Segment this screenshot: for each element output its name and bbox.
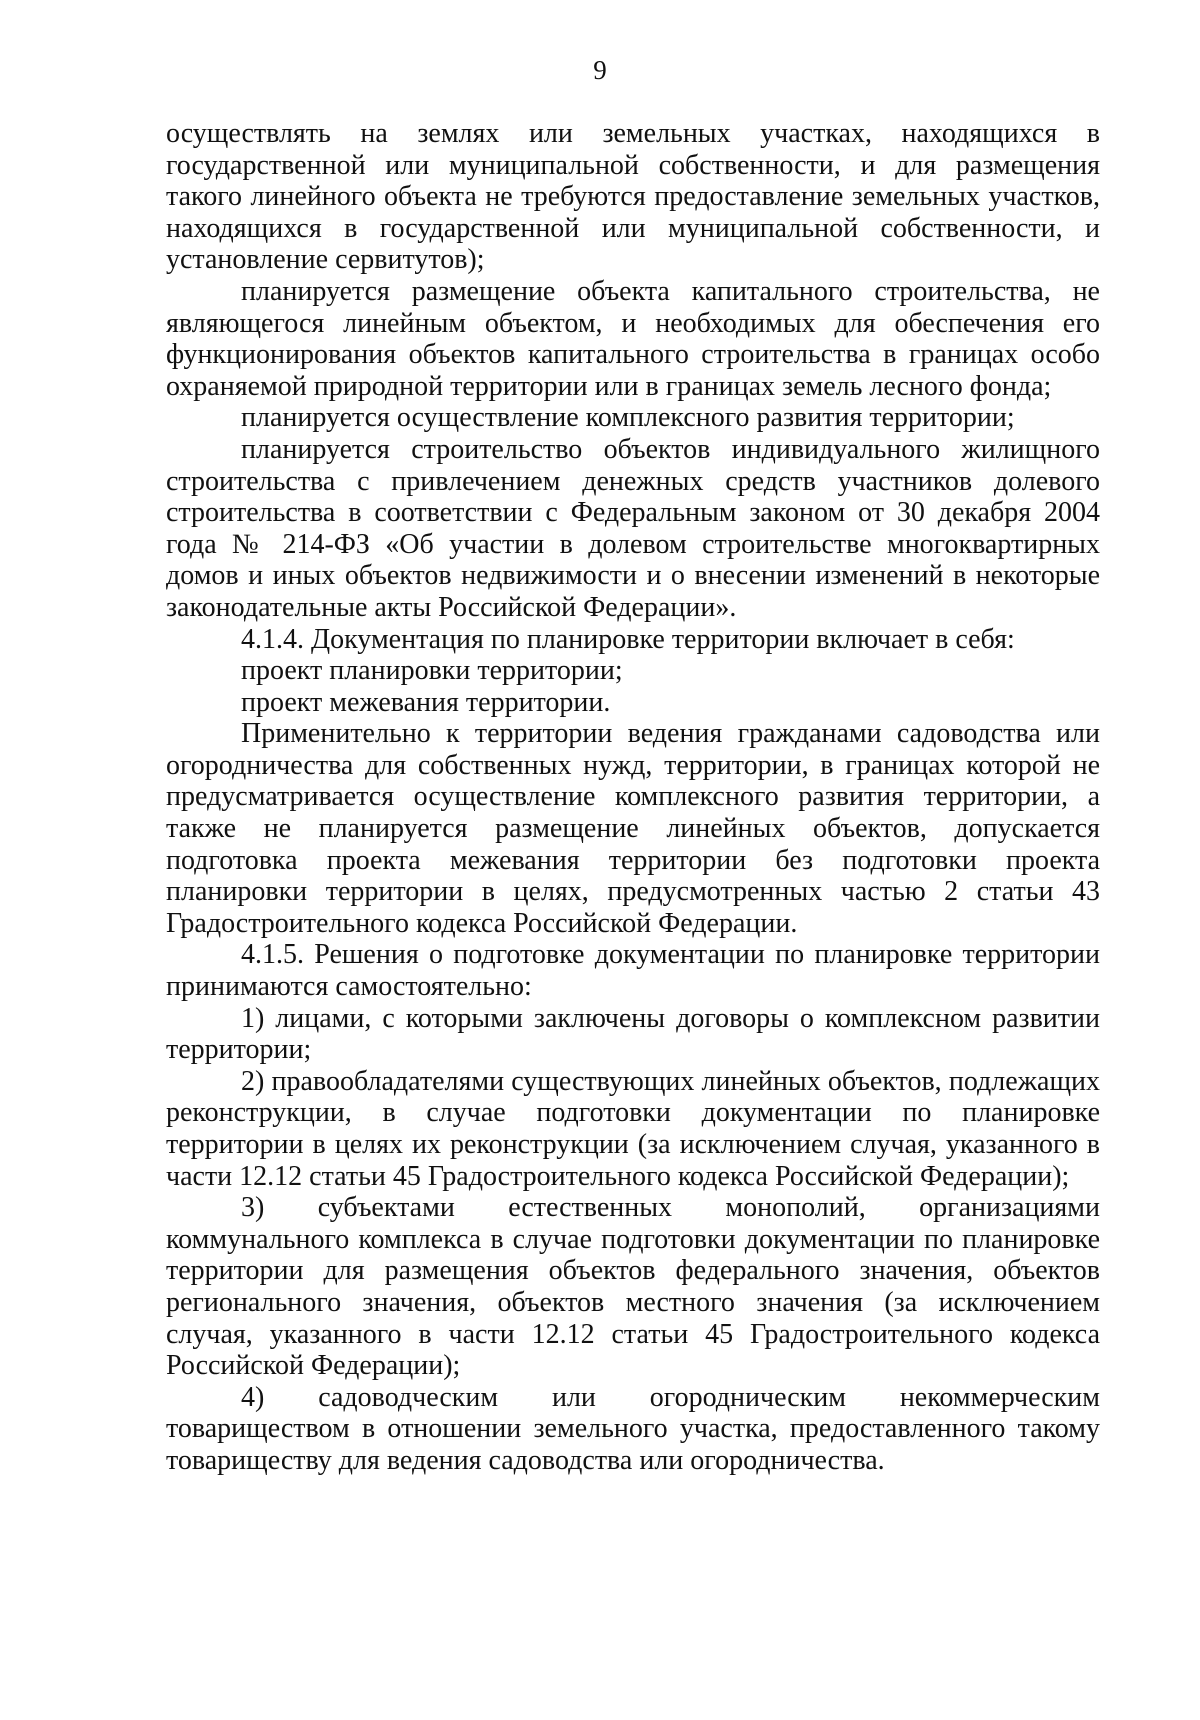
list-item-3: 3) субъектами естественных монополий, организациями коммунального комплекса в случае подготовки документации по планировке территории для размещения объектов федерального значения, объектов регионального значения, объектов местного значения (за исключением случая, указанного в части 12.12 статьи 45 Градостроительного кодекса Российской Федерации); bbox=[166, 1192, 1100, 1382]
paragraph-gardening-territory: Применительно к территории ведения гражданами садоводства или огородничества для собственных нужд, территории, в границах которой не предусматривается осуществление комплексного развития территории, а также не планируется размещение линейных объектов, допускается подготовка проекта межевания территории без подготовки проекта планировки территории в целях, предусмотренных частью 2 статьи 43 Градостроительного кодекса Российской Федерации. bbox=[166, 718, 1100, 939]
paragraph-capital-construction: планируется размещение объекта капитального строительства, не являющегося линейным объектом, и необходимых для обеспечения его функционирования объектов капитального строительства в границах особо охраняемой природной территории или в границах земель лесного фонда; bbox=[166, 275, 1100, 402]
list-item-2: 2) правообладателями существующих линейных объектов, подлежащих реконструкции, в случае подготовки документации по планировке территории в целях их реконструкции (за исключением случая, указанного в части 12.12 статьи 45 Градостроительного кодекса Российской Федерации); bbox=[166, 1065, 1100, 1192]
paragraph-4-1-5: 4.1.5. Решения о подготовке документации по планировке территории принимаются самостоятельно: bbox=[166, 939, 1100, 1003]
document-body bbox=[166, 118, 1100, 1477]
paragraph-complex-development: планируется осуществление комплексного развития территории; bbox=[241, 402, 1015, 434]
list-item-1: 1) лицами, с которыми заключены договоры о комплексном развитии территории; bbox=[166, 1002, 1100, 1066]
list-item-4: 4) садоводческим или огородническим некоммерческим товариществом в отношении земельного участка, предоставленного такому товариществу для ведения садоводства или огородничества. bbox=[166, 1381, 1100, 1476]
page-number: 9 bbox=[593, 55, 607, 85]
paragraph-planning-project: проект планировки территории; bbox=[241, 655, 623, 687]
paragraph-surveying-project: проект межевания территории. bbox=[241, 686, 611, 718]
paragraph-continuation: осуществлять на землях или земельных участках, находящихся в государственной или муниципальной собственности, и для размещения такого линейного объекта не требуются предоставление земельных участков, находящихся в государственной или муниципальной собственности, и установление сервитутов); bbox=[166, 118, 1100, 276]
paragraph-individual-housing: планируется строительство объектов индивидуального жилищного строительства с привлечением денежных средств участников долевого строительства в соответствии с Федеральным законом от 30 декабря 2004 года № 214-ФЗ «Об участии в долевом строительстве многоквартирных домов и иных объектов недвижимости и о внесении изменений в некоторые законодательные акты Российской Федерации». bbox=[166, 433, 1100, 623]
paragraph-4-1-4: 4.1.4. Документация по планировке территории включает в себя: bbox=[241, 623, 1015, 655]
